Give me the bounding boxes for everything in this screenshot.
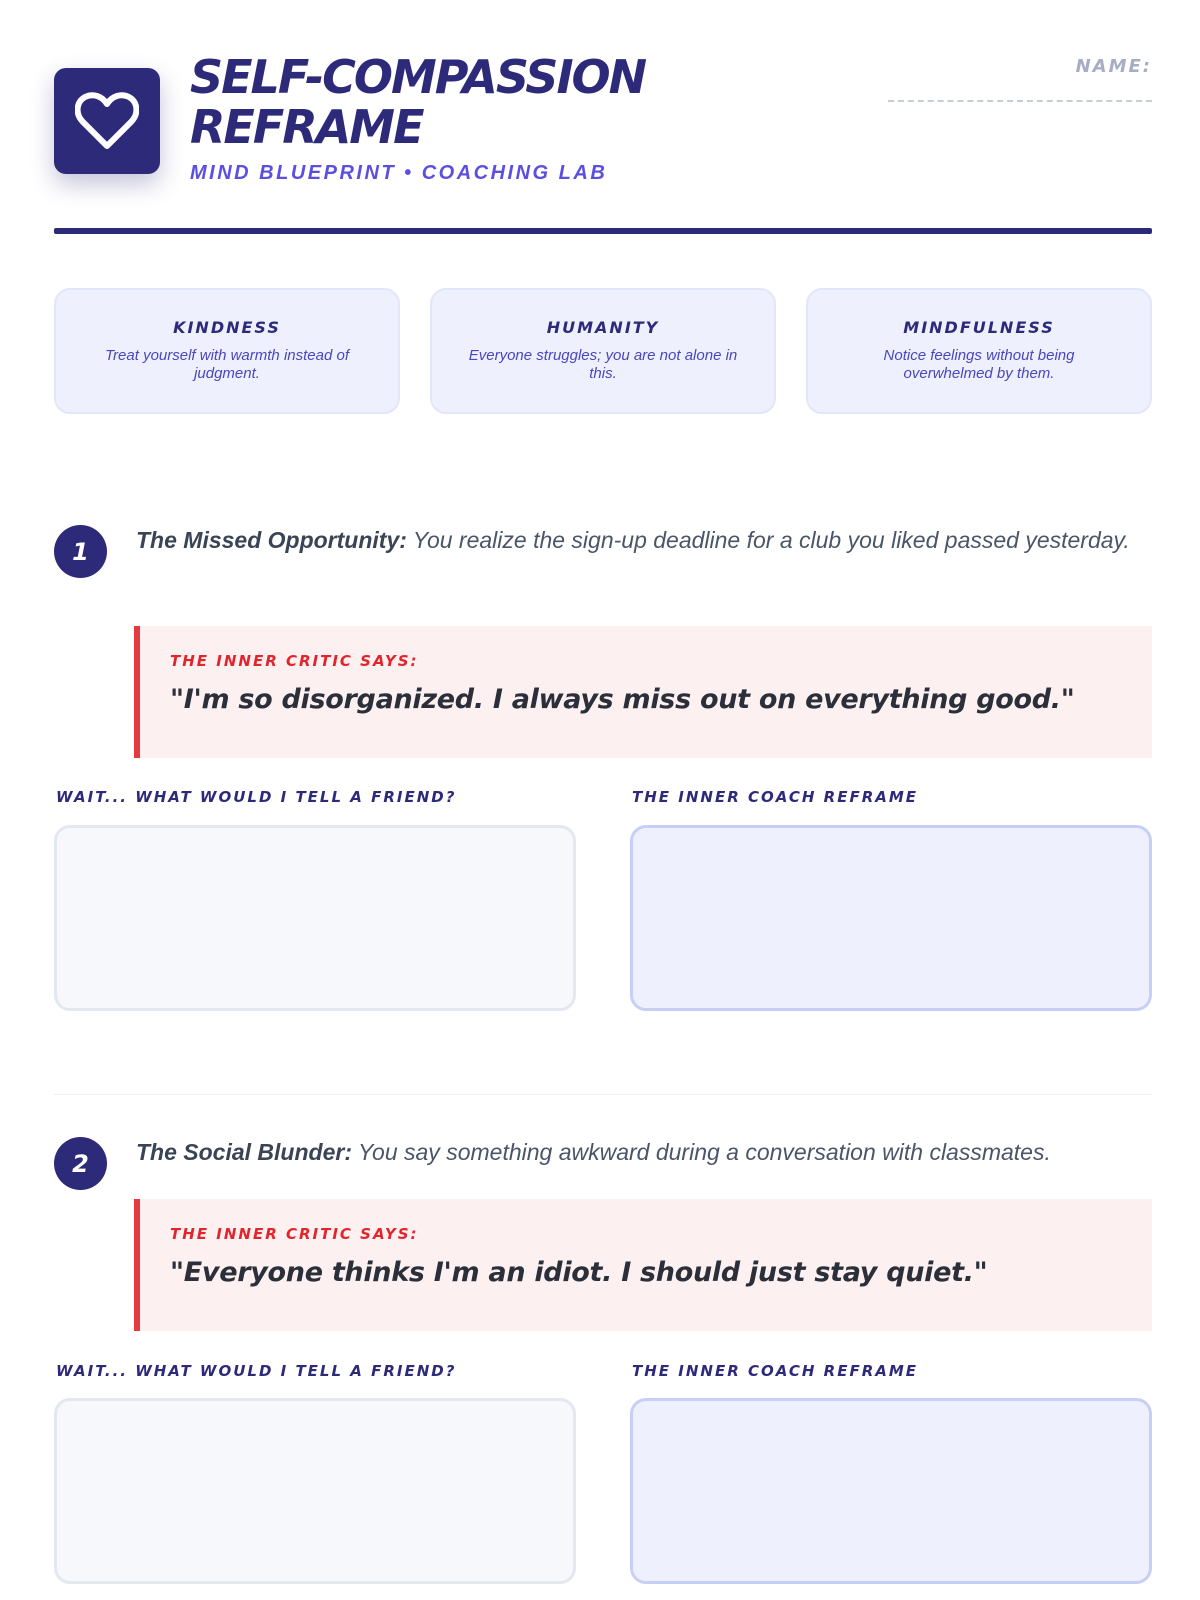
coach-reframe-box[interactable] — [630, 1398, 1152, 1584]
coach-field-label: THE INNER COACH REFRAME — [632, 1362, 919, 1380]
inner-critic-callout — [134, 1199, 1152, 1331]
friend-field-label: WAIT... WHAT WOULD I TELL A FRIEND? — [56, 788, 457, 806]
coach-field-label: THE INNER COACH REFRAME — [632, 788, 919, 806]
friend-response-box[interactable] — [54, 1398, 576, 1584]
principle-title: HUMANITY — [546, 318, 660, 337]
principle-card-mindfulness — [806, 288, 1152, 414]
page-subtitle: MIND BLUEPRINT • COACHING LAB — [190, 162, 608, 184]
critic-quote: "I'm so disorganized. I always miss out on everything good." — [170, 684, 1075, 715]
logo-badge — [54, 68, 160, 174]
critic-label: THE INNER CRITIC SAYS: — [170, 1225, 419, 1243]
friend-field-label: WAIT... WHAT WOULD I TELL A FRIEND? — [56, 1362, 457, 1380]
inner-critic-callout — [134, 626, 1152, 758]
scenario-label: The Missed Opportunity: — [136, 527, 407, 553]
scenario-prompt — [136, 1134, 1156, 1171]
principle-title: MINDFULNESS — [903, 318, 1055, 337]
principle-card-kindness — [54, 288, 400, 414]
scenario-number-badge: 2 — [54, 1137, 107, 1190]
section-divider — [54, 1094, 1152, 1095]
scenario-prompt — [136, 522, 1156, 559]
principle-text: Treat yourself with warmth instead of judgment. — [105, 347, 349, 382]
heart-icon — [75, 92, 139, 150]
name-label: NAME: — [1075, 56, 1152, 77]
principle-title: KINDNESS — [173, 318, 281, 337]
page-title: SELF-COMPASSION REFRAME — [190, 50, 646, 154]
scenario-description: You say something awkward during a conversation with classmates. — [357, 1139, 1051, 1165]
scenario-label: The Social Blunder: — [136, 1139, 352, 1165]
scenario-description: You realize the sign-up deadline for a club you liked passed yesterday. — [412, 527, 1130, 553]
principle-card-humanity — [430, 288, 776, 414]
critic-quote: "Everyone thinks I'm an idiot. I should just stay quiet." — [170, 1257, 988, 1288]
name-field[interactable] — [888, 100, 1152, 102]
coach-reframe-box[interactable] — [630, 825, 1152, 1011]
header-divider — [54, 228, 1152, 234]
critic-label: THE INNER CRITIC SAYS: — [170, 652, 419, 670]
principle-text: Notice feelings without being overwhelmed by them. — [883, 347, 1075, 382]
friend-response-box[interactable] — [54, 825, 576, 1011]
principle-text: Everyone struggles; you are not alone in this. — [468, 347, 738, 382]
scenario-number-badge: 1 — [54, 525, 107, 578]
